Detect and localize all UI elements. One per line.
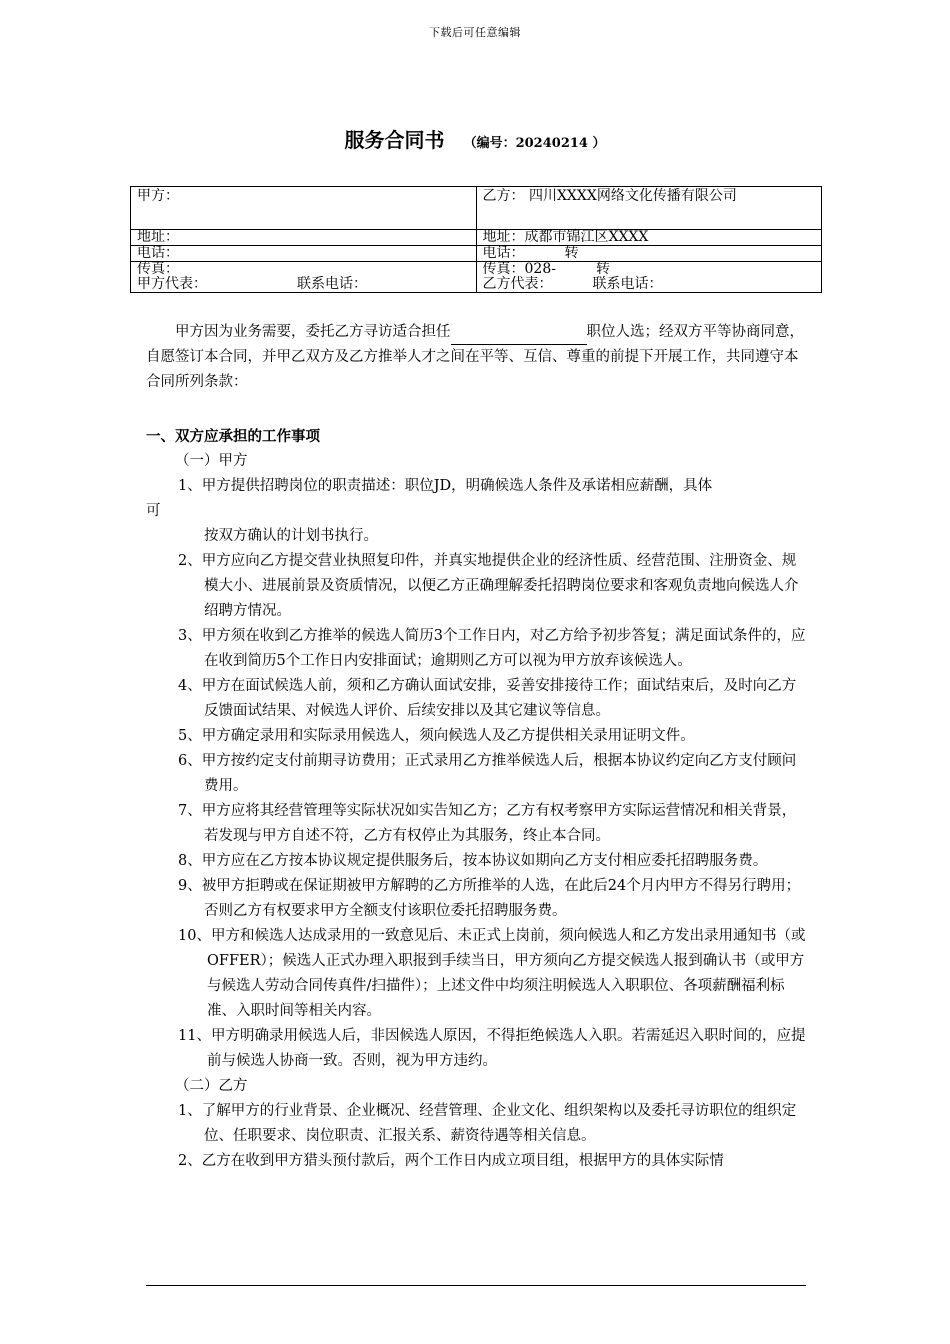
list-item: 7、甲方应将其经营管理等实际状况如实告知乙方；乙方有权考察甲方实际运营情况和相关背景，若发现与甲方自述不符，乙方有权停止为其服务，终止本合同。 [178, 803, 797, 844]
list-item: 4、甲方在面试候选人前，须和乙方确认面试安排，妥善安排接待工作；面试结束后，及时向乙方反馈面试结果、对候选人评价、后续安排以及其它建议等信息。 [178, 678, 797, 719]
intro-after: 职位人选；经双方平等协商同意，自愿签订本合同，并甲乙双方及乙方推举人才之间在平等、互信、尊重的前提下开展工作，共同遵守本合同所列条款： [146, 324, 804, 390]
a-item-1-line-2: 可 [146, 503, 161, 519]
table-row [131, 277, 822, 293]
phone-b-label: 电话： [482, 245, 525, 261]
footer-divider [146, 1285, 806, 1286]
rep-b-label: 乙方代表： [482, 276, 553, 292]
intro-before: 甲方因为业务需要，委托乙方寻访适合担任 [175, 324, 451, 340]
party-b-cell [476, 187, 822, 230]
list-item: 9、被甲方拒聘或在保证期被甲方解聘的乙方所推举的人选，在此后24个月内甲方不得另行聘用；否则乙方有权要求甲方全额支付该职位委托招聘服务费。 [178, 878, 801, 919]
rep-a-label: 甲方代表： [137, 276, 207, 292]
phone-a-cell: 电话： [131, 246, 477, 262]
list-item: 8、甲方应在乙方按本协议规定提供服务后，按本协议如期向乙方支付相应委托招聘服务费。 [178, 853, 768, 869]
section-title: 一、双方应承担的工作事项 [146, 428, 320, 445]
fax-b-ext: 转 [595, 261, 610, 277]
party-b-label: 乙方： [482, 188, 525, 204]
rep-b-cell [476, 277, 822, 293]
list-item: 2、乙方在收到甲方猎头预付款后，两个工作日内成立项目组，根据甲方的具体实际情 [178, 1153, 724, 1169]
position-blank [451, 326, 587, 345]
table-row [131, 230, 822, 246]
party-a-cell [131, 187, 477, 230]
a-item-1-line-3: 按双方确认的计划书执行。 [204, 528, 378, 544]
list-item: 11、甲方明确录用候选人后，非因候选人原因，不得拒绝候选人入职。若需延迟入职时间的，应提前与候选人协商一致。否则，视为甲方违约。 [178, 1028, 806, 1069]
table-row [131, 246, 822, 262]
fax-b-cell [476, 262, 822, 278]
intro-section [146, 320, 806, 395]
a-item-1-line-1: 1、甲方提供招聘岗位的职责描述：职位JD，明确候选人条件及承诺相应薪酬，具体 [178, 478, 713, 494]
table-row [131, 187, 822, 230]
phone-b-cell [476, 246, 822, 262]
party-b-heading: （二）乙方 [175, 1078, 248, 1094]
address-a-cell: 地址： [131, 230, 477, 246]
rep-a-cell [131, 277, 477, 293]
party-info-table [130, 186, 822, 293]
section-one [146, 424, 806, 1174]
table-row [131, 262, 822, 278]
list-item: 10、甲方和候选人达成录用的一致意见后、未正式上岗前，须向候选人和乙方发出录用通知书（或OFFER）；候选人正式办理入职报到手续当日，甲方须向乙方提交候选人报到确认书（或甲方与候选人劳动合同传真件/扫描件）；上述文件中均须注明候选人入职职位、各项薪酬福利标准、入职时间等相关内容。 [178, 928, 806, 1019]
title-row [0, 124, 950, 153]
list-item: 2、甲方应向乙方提交营业执照复印件，并真实地提供企业的经济性质、经营范围、注册资金、规模大小、进展前景及资质情况，以便乙方正确理解委托招聘岗位要求和客观负责地向候选人介绍聘方情况。 [178, 553, 799, 619]
party-a-label: 甲方： [137, 188, 179, 204]
party-b-name: 四川XXXX网络文化传播有限公司 [528, 188, 737, 204]
list-item: 1、了解甲方的行业背景、企业概况、经营管理、企业文化、组织架构以及委托寻访职位的组织定位、任职要求、岗位职责、汇报关系、薪资待遇等相关信息。 [178, 1103, 797, 1144]
contact-a-label: 联系电话： [297, 276, 367, 292]
header-note: 下载后可任意编辑 [429, 26, 521, 39]
list-item: 5、甲方确定录用和实际录用候选人，须向候选人及乙方提供相关录用证明文件。 [178, 728, 695, 744]
address-b-cell: 地址：成都市锦江区XXXX [476, 230, 822, 246]
page-title: 服务合同书 [344, 128, 445, 152]
party-a-heading: （一）甲方 [175, 453, 248, 469]
contact-b-label: 联系电话： [592, 276, 663, 292]
fax-a-cell: 传真： [131, 262, 477, 278]
list-item: 3、甲方须在收到乙方推举的候选人简历3个工作日内，对乙方给予初步答复；满足面试条件的，应在收到简历5个工作日内安排面试；逾期则乙方可以视为甲方放弃该候选人。 [178, 628, 806, 669]
fax-b-label: 传真：028- [482, 261, 556, 277]
list-item: 6、甲方按约定支付前期寻访费用；正式录用乙方推举候选人后，根据本协议约定向乙方支付顾问费用。 [178, 753, 797, 794]
phone-b-ext: 转 [564, 245, 579, 261]
contract-number: （编号：20240214 ） [463, 136, 606, 151]
intro-paragraph [146, 320, 806, 395]
